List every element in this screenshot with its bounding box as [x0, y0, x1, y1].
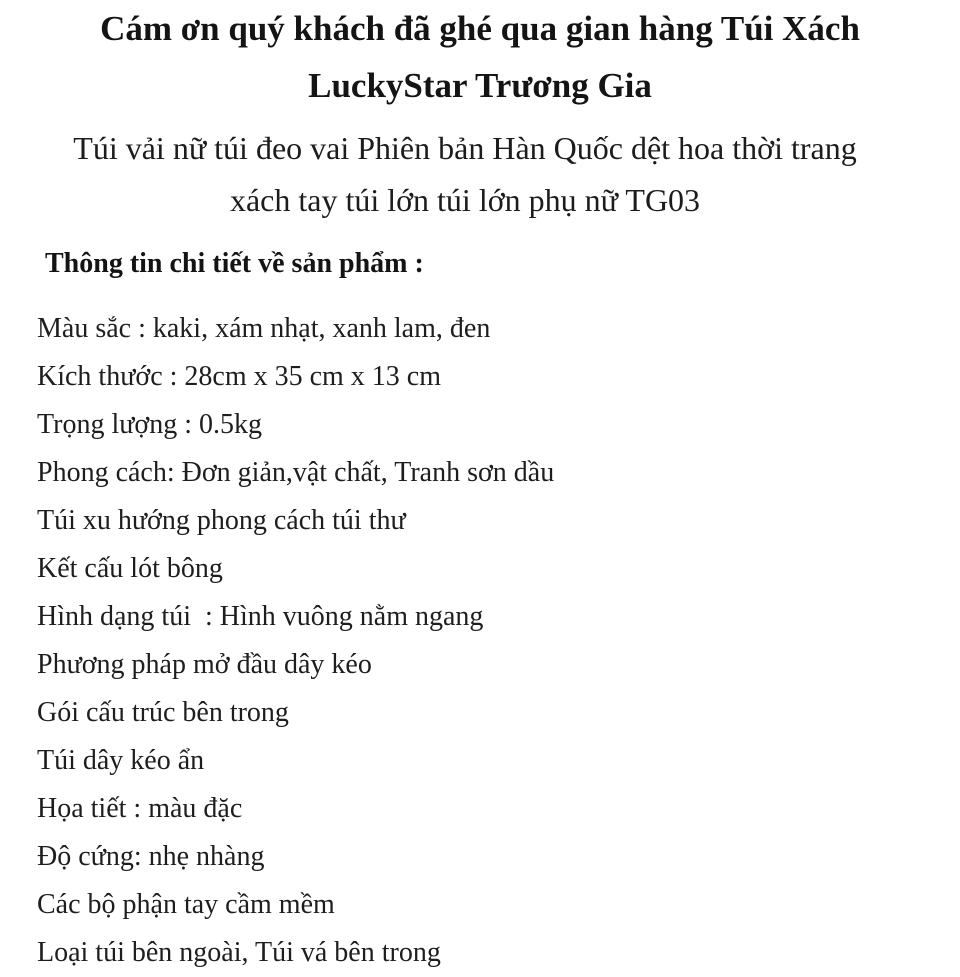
detail-item: Phương pháp mở đầu dây kéo — [37, 649, 372, 680]
detail-item: Túi xu hướng phong cách túi thư — [37, 505, 406, 536]
detail-item: Các bộ phận tay cầm mềm — [37, 889, 335, 920]
detail-item: Trọng lượng : 0.5kg — [37, 409, 262, 440]
detail-item: Kết cấu lót bông — [37, 553, 223, 584]
product-name-line-2: xách tay túi lớn túi lớn phụ nữ TG03 — [229, 182, 701, 218]
thank-you-heading-line-1: Cám ơn quý khách đã ghé qua gian hàng Túi Xách — [100, 9, 860, 48]
detail-item: Màu sắc : kaki, xám nhạt, xanh lam, đen — [37, 313, 491, 344]
thank-you-heading — [0, 0, 960, 114]
detail-item: Phong cách: Đơn giản,vật chất, Tranh sơn dầu — [37, 457, 555, 488]
detail-item: Họa tiết : màu đặc — [37, 793, 243, 824]
product-name-line-1: Túi vải nữ túi đeo vai Phiên bản Hàn Quốc dệt hoa thời trang — [73, 130, 857, 166]
detail-item: Gói cấu trúc bên trong — [37, 697, 289, 728]
thank-you-heading-line-2: LuckyStar Trương Gia — [308, 66, 652, 105]
detail-item: Hình dạng túi : Hình vuông nằm ngang — [37, 601, 484, 632]
detail-item: Độ cứng: nhẹ nhàng — [37, 841, 265, 872]
product-details-list — [37, 305, 554, 977]
detail-item: Túi dây kéo ẩn — [37, 745, 205, 776]
details-section-title: Thông tin chi tiết về sản phẩm : — [45, 248, 424, 279]
product-name — [0, 122, 930, 226]
detail-item: Kích thước : 28cm x 35 cm x 13 cm — [37, 361, 442, 392]
detail-item: Loại túi bên ngoài, Túi vá bên trong — [37, 937, 441, 968]
